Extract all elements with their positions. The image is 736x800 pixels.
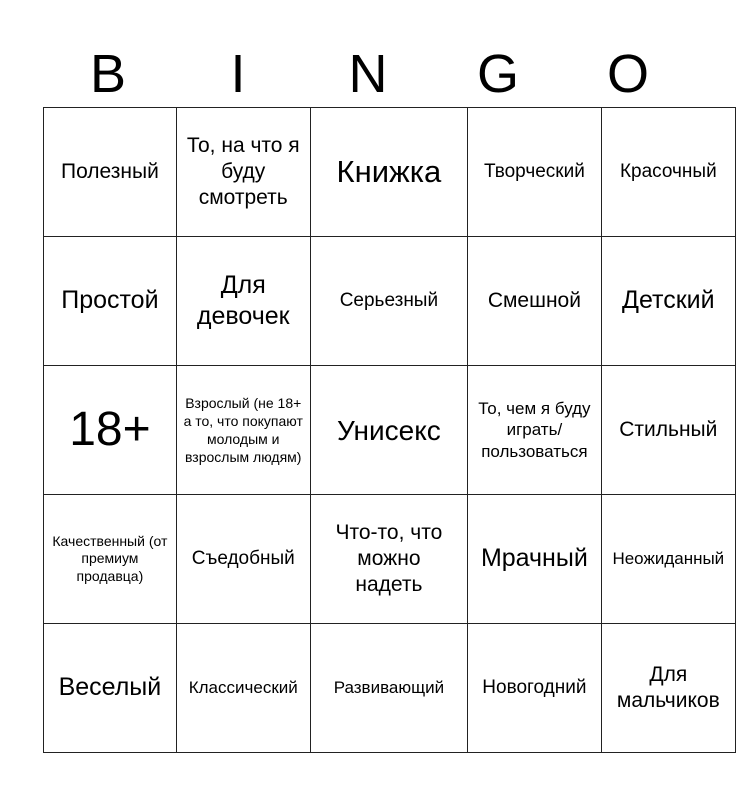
bingo-cell[interactable]: Серьезный xyxy=(310,237,467,366)
bingo-cell[interactable]: Новогодний xyxy=(468,624,602,753)
bingo-cell[interactable]: То, на что я буду смотреть xyxy=(176,108,310,237)
bingo-cell[interactable]: Развивающий xyxy=(310,624,467,753)
bingo-cell[interactable]: Классический xyxy=(176,624,310,753)
bingo-cell[interactable]: Веселый xyxy=(44,624,177,753)
bingo-cell[interactable]: Унисекс xyxy=(310,366,467,495)
header-letter-n: N xyxy=(348,44,388,104)
bingo-cell[interactable]: 18+ xyxy=(44,366,177,495)
board-row xyxy=(44,237,736,366)
bingo-cell[interactable]: Мрачный xyxy=(468,495,602,624)
board-row xyxy=(44,495,736,624)
bingo-cell[interactable]: Взрослый (не 18+ а то, что покупают молодым и взрослым людям) xyxy=(176,366,310,495)
bingo-cell[interactable]: Детский xyxy=(601,237,735,366)
header-letter-b: B xyxy=(89,44,127,104)
bingo-cell[interactable]: Полезный xyxy=(44,108,177,237)
board-row xyxy=(44,108,736,237)
bingo-cell[interactable]: Стильный xyxy=(601,366,735,495)
header-letter-o: O xyxy=(606,44,649,104)
bingo-board xyxy=(43,107,736,753)
board-row xyxy=(44,366,736,495)
bingo-header xyxy=(43,40,693,108)
board-row xyxy=(44,624,736,753)
header-letter-g: G xyxy=(476,44,519,104)
bingo-cell[interactable]: Для девочек xyxy=(176,237,310,366)
bingo-cell[interactable]: Простой xyxy=(44,237,177,366)
bingo-cell[interactable]: Книжка xyxy=(310,108,467,237)
bingo-cell[interactable]: Неожиданный xyxy=(601,495,735,624)
header-letter-i: I xyxy=(230,44,246,104)
bingo-cell[interactable]: Красочный xyxy=(601,108,735,237)
bingo-cell[interactable]: Съедобный xyxy=(176,495,310,624)
bingo-cell[interactable]: Смешной xyxy=(468,237,602,366)
bingo-cell[interactable]: Для мальчиков xyxy=(601,624,735,753)
bingo-cell[interactable]: Что-то, что можно надеть xyxy=(310,495,467,624)
bingo-cell[interactable]: Качественный (от премиум продавца) xyxy=(44,495,177,624)
bingo-cell[interactable]: Творческий xyxy=(468,108,602,237)
bingo-cell[interactable]: То, чем я буду играть/ пользоваться xyxy=(468,366,602,495)
